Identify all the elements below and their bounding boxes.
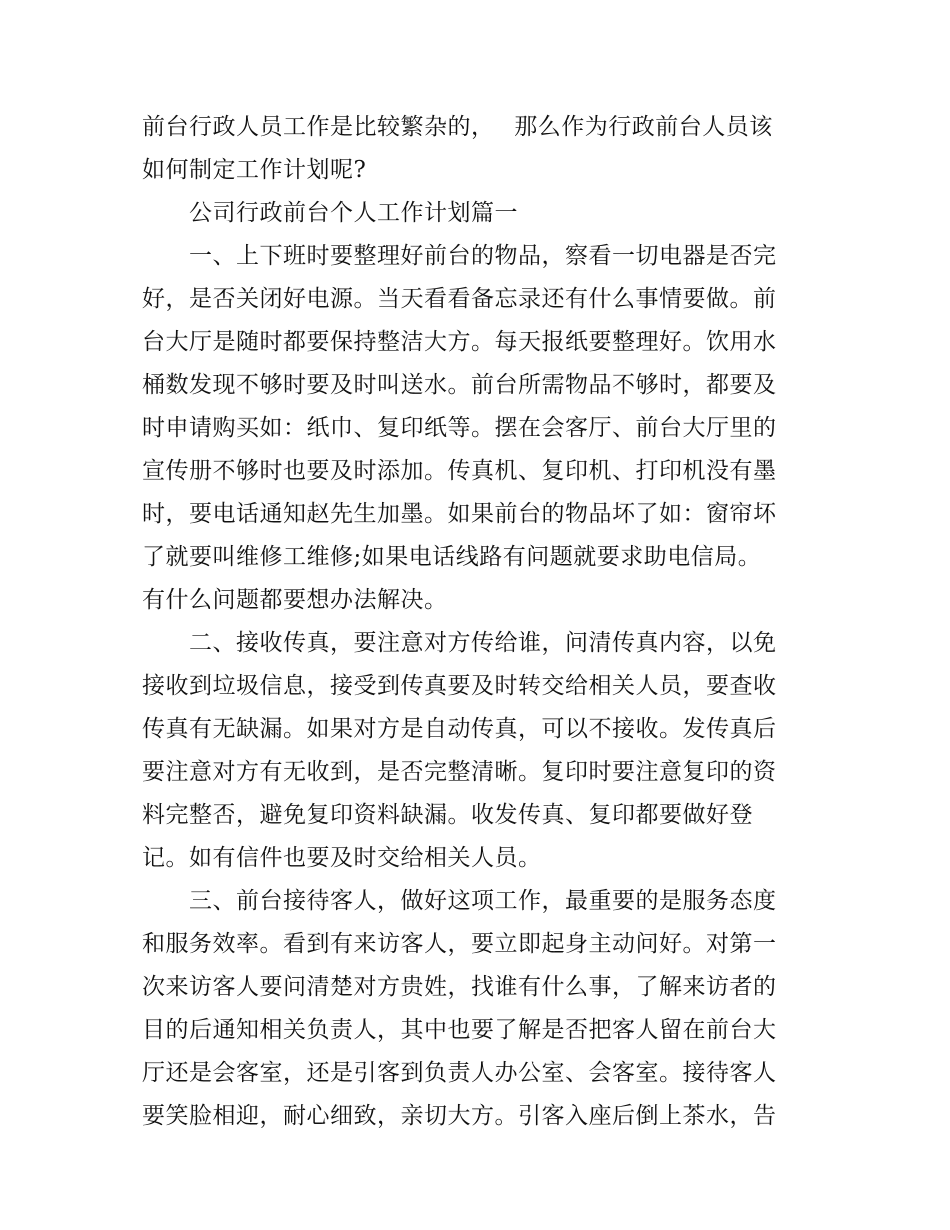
text-line: 记。如有信件也要及时交给相关人员。 — [142, 845, 542, 871]
text-line: 前台行政人员工作是比较繁杂的， 那么作为行政前台人员该 — [142, 114, 773, 140]
text-line: 了就要叫维修工维修;如果电话线路有问题就要求助电信局。 — [142, 544, 762, 570]
text-line: 台大厅是随时都要保持整洁大方。每天报纸要整理好。饮用水 — [142, 329, 777, 355]
text-line: 要注意对方有无收到，是否完整清晰。复印时要注意复印的资 — [142, 759, 777, 785]
paragraph-start: 二、接收传真，要注意对方传给谁，问清传真内容，以免 — [189, 630, 777, 656]
text-line: 要笑脸相迎，耐心细致，亲切大方。引客入座后倒上茶水，告 — [142, 1103, 777, 1129]
text-line: 和服务效率。看到有来访客人，要立即起身主动问好。对第一 — [142, 931, 777, 957]
text-line: 桶数发现不够时要及时叫送水。前台所需物品不够时，都要及 — [142, 372, 777, 398]
text-line: 次来访客人要问清楚对方贵姓，找谁有什么事，了解来访者的 — [142, 974, 777, 1000]
text-line: 目的后通知相关负责人，其中也要了解是否把客人留在前台大 — [142, 1017, 777, 1043]
text-line: 时，要电话通知赵先生加墨。如果前台的物品坏了如：窗帘坏 — [142, 501, 777, 527]
paragraph-start: 三、前台接待客人，做好这项工作，最重要的是服务态度 — [189, 888, 777, 914]
text-line: 接收到垃圾信息，接受到传真要及时转交给相关人员，要查收 — [142, 673, 777, 699]
text-line: 时申请购买如：纸巾、复印纸等。摆在会客厅、前台大厅里的 — [142, 415, 777, 441]
text-line: 料完整否，避免复印资料缺漏。收发传真、复印都要做好登 — [142, 802, 753, 828]
text-line: 传真有无缺漏。如果对方是自动传真，可以不接收。发传真后 — [142, 716, 777, 742]
paragraph-start: 一、上下班时要整理好前台的物品，察看一切电器是否完 — [189, 243, 777, 269]
text-line: 好，是否关闭好电源。当天看看备忘录还有什么事情要做。前 — [142, 286, 777, 312]
text-line: 厅还是会客室，还是引客到负责人办公室、会客室。接待客人 — [142, 1060, 777, 1086]
text-line: 如何制定工作计划呢? — [142, 157, 367, 183]
text-line: 宣传册不够时也要及时添加。传真机、复印机、打印机没有墨 — [142, 458, 777, 484]
text-line: 有什么问题都要想办法解决。 — [142, 587, 448, 613]
section-heading: 公司行政前台个人工作计划篇一 — [189, 200, 518, 226]
